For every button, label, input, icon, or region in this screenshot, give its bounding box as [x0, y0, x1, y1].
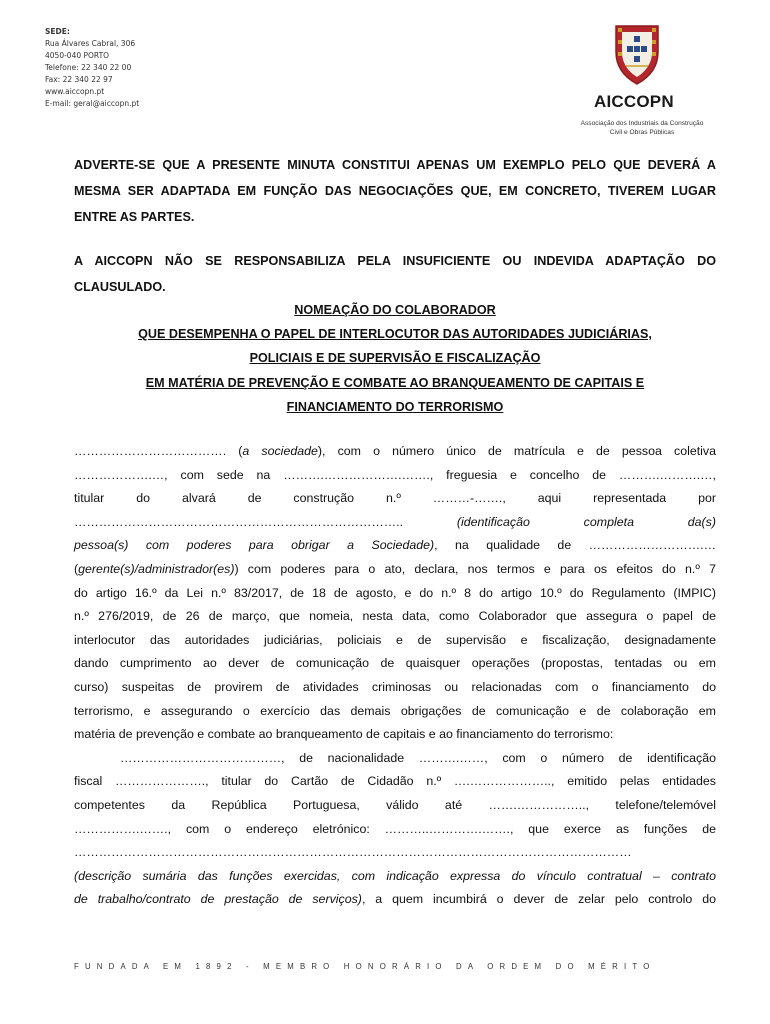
- title-line-3: POLICIAIS E DE SUPERVISÃO E FISCALIZAÇÃO: [249, 351, 541, 366]
- body-line-8: n.º 276/2019, de 26 de março, que nomeia, nesta data, como Colaborador que assegura o papel de: [74, 609, 716, 624]
- warning-paragraph-2: A AICCOPN NÃO SE RESPONSABILIZA PELA INSUFICIENTE OU INDEVIDA ADAPTAÇÃO DO CLAUSULADO.: [74, 254, 716, 294]
- document-body: [74, 440, 716, 912]
- body-line-11: curso) suspeitas de provirem de atividades criminosas ou relacionadas com o financiamento do: [74, 679, 716, 694]
- body-line-3: titular do alvará de construção n.º ………-……., aqui representada por: [74, 491, 716, 506]
- body-line-7: do artigo 16.º da Lei n.º 83/2017, de 18 de agosto, e do n.º 8 do artigo 10.º do Regulamento (IMPIC): [74, 585, 716, 600]
- body-line-13: matéria de prevenção e combate ao branqueamento de capitais e ao financiamento do terrorismo:: [74, 727, 614, 742]
- title-line-2: QUE DESEMPENHA O PAPEL DE INTERLOCUTOR DAS AUTORIDADES JUDICIÁRIAS,: [138, 327, 652, 342]
- footer-motto: FUNDADA EM 1892 - MEMBRO HONORÁRIO DA ORDEM DO MÉRITO: [74, 962, 656, 971]
- body-line-1: ………………………………. (a sociedade), com o número único de matrícula e de pessoa coletiva: [74, 444, 717, 458]
- sede-label: SEDE:: [45, 27, 70, 36]
- body-line-18: ………………………………………………………………………………………………………………………: [74, 845, 632, 860]
- body-line-6: (gerente(s)/administrador(es)) com poderes para o ato, declara, nos termos e para os efeitos do n.º 7: [74, 561, 716, 576]
- body-line-14: …………………………………, de nacionalidade ……….……, com o número de identificação: [120, 750, 716, 765]
- body-line-19: (descrição sumária das funções exercidas, com indicação expressa do vínculo contratual – contrato: [74, 868, 716, 883]
- coat-of-arms-icon: [612, 22, 662, 86]
- warning-paragraph-1: ADVERTE-SE QUE A PRESENTE MINUTA CONSTITUI APENAS UM EXEMPLO PELO QUE DEVERÁ A MESMA SER ADAPTADA EM FUNÇÃO DAS NEGOCIAÇÕES QUE, EM CONCRETO, TIVEREM LUGAR ENTRE AS PARTES.: [74, 158, 716, 224]
- email: E-mail: geral@aiccopn.pt: [45, 99, 140, 108]
- brand-subtitle-line-1: Associação dos Industriais da Construção: [580, 120, 704, 127]
- header-contact: [45, 26, 139, 110]
- body-line-5: pessoa(s) com poderes para obrigar a Sociedade), na qualidade de ……………………….…: [74, 538, 716, 553]
- body-line-4: …………………………………………………………………….. (identificação completa da(s): [74, 514, 716, 529]
- title-line-1: NOMEAÇÃO DO COLABORADOR: [294, 303, 496, 317]
- body-line-2: ……………….…, com sede na ……….……………….……., freguesia e concelho de ……….……….…,: [74, 467, 716, 482]
- body-line-12: terrorismo, e assegurando o exercício das demais obrigações de comunicação e de colaboração em: [74, 703, 716, 718]
- website: www.aiccopn.pt: [45, 87, 105, 96]
- title-line-5: FINANCIAMENTO DO TERRORISMO: [286, 399, 504, 414]
- brand-subtitle: [556, 119, 728, 137]
- phone: Telefone: 22 340 22 00: [45, 63, 132, 72]
- fax: Fax: 22 340 22 97: [45, 75, 113, 84]
- address-line-1: Rua Álvares Cabral, 306: [45, 39, 136, 48]
- body-line-20: de trabalho/contrato de prestação de serviços), a quem incumbirá o dever de zelar pelo controlo do: [74, 892, 716, 907]
- title-line-4: EM MATÉRIA DE PREVENÇÃO E COMBATE AO BRANQUEAMENTO DE CAPITAIS E: [145, 375, 645, 390]
- body-line-17: …………….……., com o endereço eletrónico: ………..………….……., que exerce as funções de: [74, 821, 716, 836]
- body-line-9: interlocutor das autoridades judiciárias, policiais e de supervisão e fiscalização, designadamente: [74, 632, 716, 647]
- body-line-15: fiscal …………………., titular do Cartão de Cidadão n.º ….……………….., emitido pelas entidades: [74, 774, 716, 789]
- address-line-2: 4050-040 PORTO: [45, 51, 110, 60]
- brand-name: AICCOPN: [594, 92, 674, 111]
- document-title: [74, 298, 716, 419]
- body-line-10: dando cumprimento ao dever de comunicação de quaisquer operações (propostas, tentadas ou em: [74, 656, 716, 671]
- brand-subtitle-line-2: Civil e Obras Públicas: [609, 129, 675, 136]
- body-line-16: competentes da República Portuguesa, válido até …….…………….., telefone/telemóvel: [74, 797, 716, 812]
